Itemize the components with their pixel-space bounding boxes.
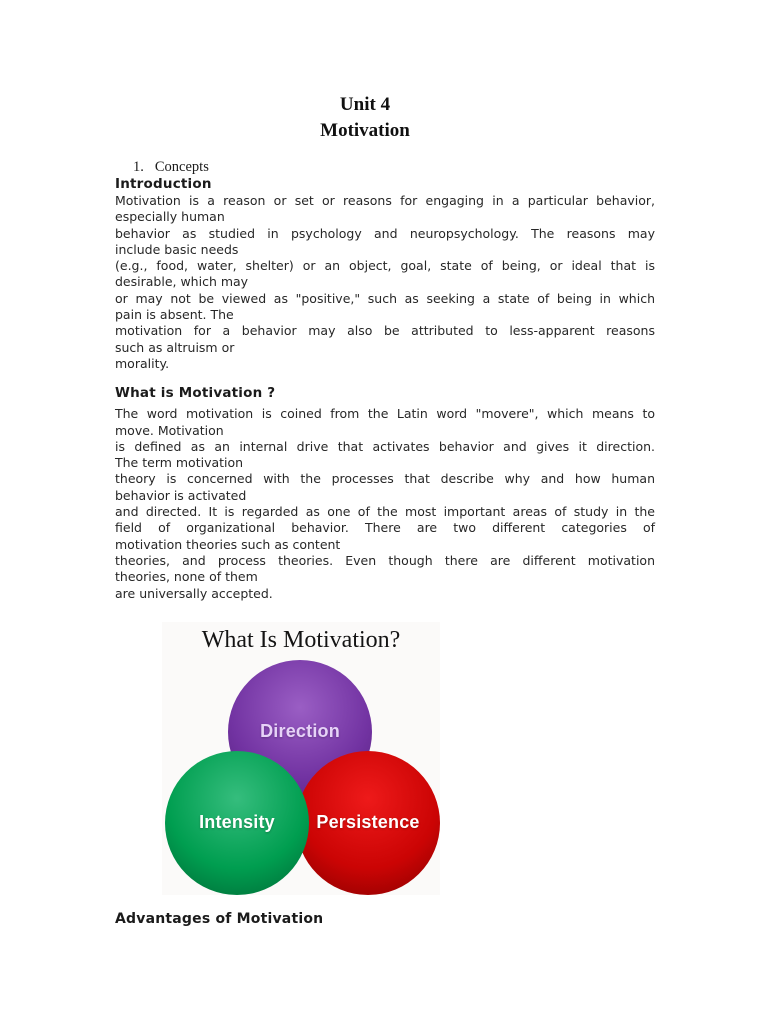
text-line: behavior as studied in psychology and neuropsychology. The reasons may	[115, 225, 655, 241]
text-line: are universally accepted.	[115, 585, 273, 601]
text-line: theories, and process theories. Even though there are different motivation	[115, 552, 655, 568]
sphere-intensity-label: Intensity	[199, 812, 275, 833]
sphere-persistence-label: Persistence	[316, 812, 420, 833]
heading-introduction: Introduction	[115, 176, 212, 192]
sphere-persistence	[296, 751, 440, 895]
text-line: motivation theories such as content	[115, 536, 341, 552]
text-line: behavior is activated	[115, 487, 247, 503]
text-line: and directed. It is regarded as one of the most important areas of study in the	[115, 504, 655, 520]
text-line: morality.	[115, 355, 170, 371]
heading-what-is-motivation: What is Motivation ?	[115, 385, 276, 402]
text-line: Motivation is a reason or set or reasons for engaging in a particular behavior,	[115, 193, 655, 208]
text-line: or may not be viewed as "positive," such as seeking a state of being in which	[115, 290, 655, 306]
text-line: such as altruism or	[115, 339, 235, 355]
text-line: pain is absent. The	[115, 307, 234, 323]
text-line: theory is concerned with the processes that describe why and how human	[115, 471, 655, 487]
heading-advantages: Advantages of Motivation	[115, 910, 324, 927]
text-line: is defined as an internal drive that activates behavior and gives it direction.	[115, 438, 655, 454]
text-line: move. Motivation	[115, 422, 224, 438]
motivation-figure	[162, 622, 440, 895]
doc-title-block	[115, 0, 615, 144]
figure-title: What Is Motivation?	[201, 626, 401, 653]
list-label: Concepts	[154, 159, 209, 175]
text-line: field of organizational behavior. There are two different categories of	[115, 520, 655, 536]
text-line: include basic needs	[115, 241, 239, 257]
what-is-motivation-paragraph	[115, 406, 655, 602]
text-line: desirable, which may	[115, 274, 249, 290]
introduction-paragraph	[115, 193, 655, 372]
list-number: 1.	[133, 159, 144, 175]
text-line: (e.g., food, water, shelter) or an object, goal, state of being, or ideal that is	[115, 258, 655, 274]
text-line: especially human	[115, 209, 225, 225]
text-line: The term motivation	[115, 455, 244, 471]
doc-subtitle: Motivation	[320, 120, 410, 141]
text-line: theories, none of them	[115, 569, 258, 585]
text-line: motivation for a behavior may also be attributed to less-apparent reasons	[115, 323, 655, 339]
doc-title: Unit 4	[339, 94, 391, 115]
sphere-direction-label: Direction	[260, 721, 340, 742]
text-line: The word motivation is coined from the Latin word "movere", which means to	[115, 406, 655, 422]
sphere-intensity	[165, 751, 309, 895]
list-item-concepts	[133, 159, 768, 176]
